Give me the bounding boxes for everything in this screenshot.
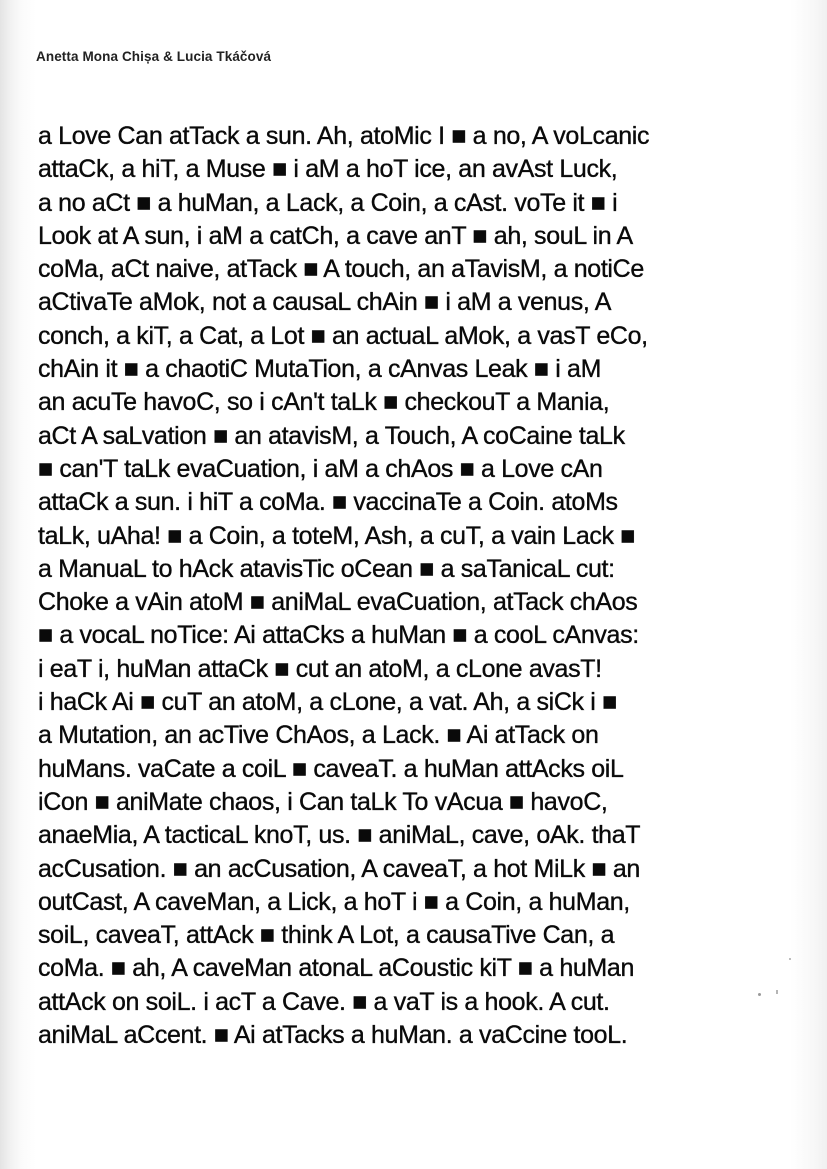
print-speck bbox=[789, 958, 791, 960]
poem-line: attaCk a sun. i hiT a coMa. ■ vaccinaTe a Coin. atoMs bbox=[38, 488, 618, 517]
poem-line: i eaT i, huMan attaCk ■ cut an atoM, a cLone avasT! bbox=[38, 654, 602, 683]
poem-line: acCusation. ■ an acCusation, A caveaT, a hot MiLk ■ an bbox=[38, 854, 640, 883]
poem-line: ■ a vocaL noTice: Ai attaCks a huMan ■ a cooL cAnvas: bbox=[38, 621, 639, 650]
poem-line: aniMaL aCcent. ■ Ai atTacks a huMan. a vaCcine tooL. bbox=[38, 1021, 628, 1050]
page-header-authors: Anetta Mona Chișa & Lucia Tkáčová bbox=[36, 49, 272, 64]
poem-line: a Love Can atTack a sun. Ah, atoMic I ■ a no, A voLcanic bbox=[38, 122, 650, 150]
poem-line: aCtivaTe aMok, not a causaL chAin ■ i aM a venus, A bbox=[38, 288, 612, 317]
poem-line: iCon ■ aniMate chaos, i Can taLk To vAcua ■ havoC, bbox=[38, 787, 608, 816]
poem-line: chAin it ■ a chaotiC MutaTion, a cAnvas Leak ■ i aM bbox=[38, 355, 602, 384]
poem-line: coMa, aCt naive, atTack ■ A touch, an aTavisM, a notiCe bbox=[38, 255, 644, 284]
poem-line: aCt A saLvation ■ an atavisM, a Touch, A coCaine taLk bbox=[38, 421, 625, 450]
poem-line: huMans. vaCate a coiL ■ caveaT. a huMan attAcks oiL bbox=[38, 754, 624, 783]
poem-line: conch, a kiT, a Cat, a Lot ■ an actuaL aMok, a vasT eCo, bbox=[38, 321, 648, 350]
poem-line: a Mutation, an acTive ChAos, a Lack. ■ Ai atTack on bbox=[38, 721, 599, 750]
poem-line: a ManuaL to hAck atavisTic oCean ■ a saTanicaL cut: bbox=[38, 554, 615, 583]
poem-line: i haCk Ai ■ cuT an atoM, a cLone, a vat. Ah, a siCk i ■ bbox=[38, 688, 617, 717]
poem-line: soiL, caveaT, attAck ■ think A Lot, a causaTive Can, a bbox=[38, 921, 615, 950]
poem-line: attAck on soiL. i acT a Cave. ■ a vaT is a hook. A cut. bbox=[38, 987, 610, 1016]
poem-line: taLk, uAha! ■ a Coin, a toteM, Ash, a cuT, a vain Lack ■ bbox=[38, 521, 636, 550]
poem-line: coMa. ■ ah, A caveMan atonaL aCoustic kiT ■ a huMan bbox=[38, 954, 635, 983]
print-speck bbox=[776, 990, 778, 994]
print-speck bbox=[758, 993, 761, 996]
poem-line: attaCk, a hiT, a Muse ■ i aM a hoT ice, an avAst Luck, bbox=[38, 155, 618, 184]
poem-text-block bbox=[38, 120, 798, 1052]
poem-line: anaeMia, A tacticaL knoT, us. ■ aniMaL, cave, oAk. thaT bbox=[38, 821, 641, 850]
poem-line: a no aCt ■ a huMan, a Lack, a Coin, a cAst. voTe it ■ i bbox=[38, 188, 618, 217]
poem-line: Look at A sun, i aM a catCh, a cave anT ■ ah, souL in A bbox=[38, 221, 633, 250]
poem-line: outCast, A caveMan, a Lick, a hoT i ■ a Coin, a huMan, bbox=[38, 887, 630, 916]
poem-line: ■ can'T taLk evaCuation, i aM a chAos ■ a Love cAn bbox=[38, 454, 603, 483]
poem-line: Choke a vAin atoM ■ aniMaL evaCuation, atTack chAos bbox=[38, 588, 638, 617]
poem-line: an acuTe havoC, so i cAn't taLk ■ checkouT a Mania, bbox=[38, 388, 610, 417]
